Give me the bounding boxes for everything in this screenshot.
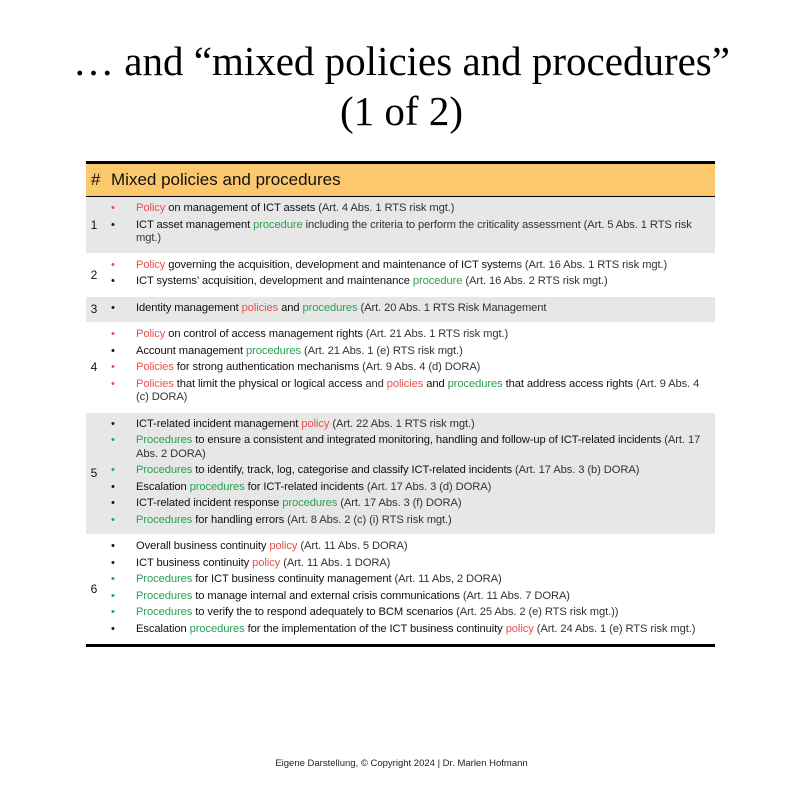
title-line-1: … and “mixed policies and procedures” [73,38,730,84]
table-row [86,297,715,324]
list-item [102,623,709,637]
item-text: that limit the physical or logical access [173,377,366,390]
row-items [102,323,715,412]
policy-term: policy [269,540,298,552]
item-text: for ICT-related incidents [244,480,364,493]
procedure-term: Procedures [136,513,193,526]
article-reference: (Art. 9 Abs. 4 (c) DORA) [136,377,700,403]
policy-term: policy [301,417,330,430]
row-items [102,254,715,296]
item-text: for handling errors [192,513,285,526]
bullet-icon: • [111,513,115,526]
item-text: Account management [136,344,247,357]
table-header [86,164,715,197]
article-reference: (Art. 25 Abs. 2 (e) RTS risk mgt.)) [453,606,619,618]
item-text: ICT business continuity [136,556,253,569]
list-item [102,328,709,342]
procedure-term: Procedures [136,464,193,476]
list-item [102,590,709,604]
table-row [86,254,715,297]
item-text: and [423,377,448,390]
bullet-icon: • [111,258,115,271]
bullet-icon: • [111,344,115,357]
article-reference: (Art. 17 Abs. 3 (b) DORA) [512,464,640,476]
row-number: 1 [90,217,98,232]
procedure-term: procedures [282,497,338,509]
item-text: for strong authentication mechanisms [173,361,360,373]
article-reference: (Art. 11 Abs, 2 DORA) [391,573,502,585]
article-reference: (Art. 11 Abs. 7 DORA) [459,589,570,602]
bullet-icon: • [111,275,115,287]
bullet-icon: • [111,218,115,231]
header-title: Mixed policies and procedures [111,170,341,189]
bullet-icon: • [111,606,115,618]
item-text: Escalation [136,622,190,635]
policy-term: Policy [136,202,166,214]
row-number: 5 [90,466,98,481]
table-row [86,197,715,254]
article-reference: (Art. 21 Abs. 1 (e) RTS risk mgt.) [301,344,463,357]
bullet-icon: • [111,573,115,585]
policy-term: policies [241,301,279,314]
article-reference: (Art. 17 Abs. 3 (d) DORA) [363,480,492,493]
procedure-term: procedures [189,480,245,493]
policy-term: Policy [136,328,166,340]
procedure-term: procedures [246,344,302,357]
bullet-icon: • [111,540,115,552]
list-item [102,540,709,554]
bullet-icon: • [111,417,115,430]
item-text: and [278,301,303,314]
article-reference: (Art. 17 Abs. 3 (f) DORA) [337,497,462,509]
item-text: to ensure a consistent and integrated monitoring, handling and follow-up of ICT-related incidents [192,434,662,446]
article-reference: s (Art. 16 Abs. 1 RTS risk mgt.) [516,258,668,271]
row-number: 3 [90,302,98,317]
policy-term: policies [386,377,424,390]
bullet-icon: • [111,328,115,340]
article-reference: (Art. 9 Abs. 4 (d) DORA) [359,361,481,373]
item-text: for ICT business continuity management [192,573,392,585]
item-text: ICT-related incident response [136,497,283,509]
list-item [102,202,709,216]
item-text: Escalation [136,480,190,493]
row-number: 4 [90,360,98,375]
row-items [102,535,715,643]
policy-term: Policies [136,377,174,390]
bullet-icon: • [111,434,115,446]
item-text: Overall business continuity [136,540,270,552]
policies-table [86,161,715,647]
item-text: on control of access management rights [165,328,363,340]
table-row [86,413,715,536]
bullet-icon: • [111,589,115,602]
article-reference: (Art. 20 Abs. 1 RTS Risk Management [357,301,547,314]
article-reference: (Art. 17 Abs. 2 DORA) [136,434,701,460]
row-number: 2 [90,267,98,282]
item-text: to manage internal and external crisis communications [192,589,460,602]
article-reference: (Art. 21 Abs. 1 RTS risk mgt.) [362,328,509,340]
procedure-term: Procedures [136,589,193,602]
policy-term: Policies [136,361,174,373]
list-item [102,573,709,587]
row-items [102,413,715,535]
copyright-footer: Eigene Darstellung, © Copyright 2024 | Dr. Marlen Hofmann [275,758,528,769]
procedure-term: Procedures [136,606,193,618]
article-reference: (Art. 22 Abs. 1 RTS risk mgt.) [329,417,475,430]
procedure-term: Procedures [136,434,193,446]
list-item [102,464,709,478]
procedure-term: procedure [412,275,463,287]
list-item [102,418,709,432]
procedure-term: procedure [253,218,303,231]
list-item [102,557,709,571]
article-reference: (Art. 8 Abs. 2 (c) (i) RTS risk mgt.) [284,513,452,526]
bullet-icon: • [111,377,115,390]
item-text: Identity management [136,301,242,314]
procedure-term: Procedures [136,573,193,585]
bullet-icon: • [111,202,115,214]
list-item [102,302,709,316]
title-line-2: (1 of 2) [340,88,463,134]
article-reference: including the criteria to perform the criticality assessment (Art. 5 Abs. 1 RTS risk mgt.) [136,218,692,244]
list-item [102,378,709,405]
article-reference: (Art. 24 Abs. 1 (e) RTS risk mgt.) [533,622,696,635]
row-items [102,197,715,253]
item-text: ICT-related incident management [136,417,302,430]
article-reference: and [365,377,387,390]
row-number: 6 [90,582,98,596]
bullet-icon: • [111,464,115,476]
procedure-term: procedures [189,622,245,635]
list-item [102,345,709,359]
procedure-term: procedures [302,301,358,314]
header-number: # [91,170,101,189]
item-text: that address access rights [502,377,633,390]
list-item [102,219,709,246]
list-item [102,259,709,273]
item-text: on management of ICT assets [165,202,316,214]
table-row [86,323,715,413]
bullet-icon: • [111,301,115,314]
bullet-icon: • [111,622,115,635]
list-item [102,606,709,620]
row-items [102,297,715,323]
article-reference: (Art. 16 Abs. 2 RTS risk mgt.) [462,275,608,287]
table-body [86,197,715,644]
list-item [102,361,709,375]
policy-term: policy [505,622,534,635]
item-text: to verify the to respond adequately to BCM scenarios [192,606,454,618]
item-text: ICT systems’ acquisition, development and maintenance [136,275,413,287]
list-item [102,434,709,461]
bullet-icon: • [111,556,115,569]
item-text: to identify, track, log, categorise and classify ICT-related incidents [192,464,512,476]
procedure-term: procedures [447,377,503,390]
item-text: ICT asset management [136,218,254,231]
policy-term: Policy [136,258,166,271]
item-text: for the implementation of the ICT business continuity [244,622,506,635]
bullet-icon: • [111,361,115,373]
list-item [102,514,709,528]
article-reference: (Art. 4 Abs. 1 RTS risk mgt.) [315,202,455,214]
article-reference: (Art. 11 Abs. 5 DORA) [297,540,408,552]
bullet-icon: • [111,480,115,493]
bullet-icon: • [111,497,115,509]
table-row [86,535,715,644]
list-item [102,497,709,511]
item-text: governing the acquisition, development and maintenance of ICT system [165,258,517,271]
article-reference: (Art. 11 Abs. 1 DORA) [280,556,391,569]
list-item [102,275,709,289]
list-item [102,481,709,495]
policy-term: policy [252,556,281,569]
slide-title [0,36,803,136]
